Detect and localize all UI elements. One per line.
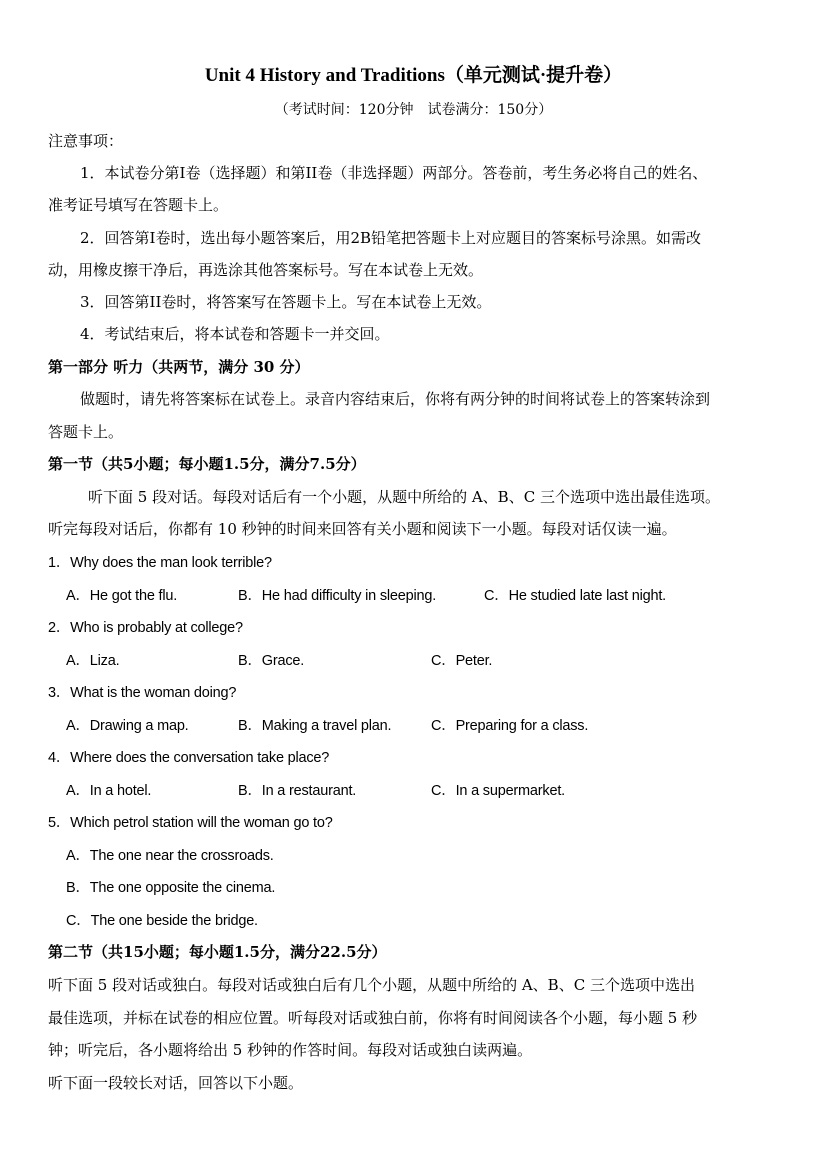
section2-intro-line-1: 听下面 5 段对话或独白。每段对话或独白后有几个小题，从题中所给的 A、B、C 三个选项中选出 bbox=[48, 976, 695, 994]
section2-intro-line-2: 最佳选项，并标在试卷的相应位置。听每段对话或独白前，你将有时间阅读各个小题，每小题 5 秒 bbox=[48, 1009, 698, 1027]
question-3-option-a[interactable]: A．Drawing a map. bbox=[66, 718, 189, 734]
question-5-stem: 5．Which petrol station will the woman go to? bbox=[48, 815, 333, 831]
page-title: Unit 4 History and Traditions（单元测试·提升卷） bbox=[204, 65, 623, 86]
question-2-option-c[interactable]: C．Peter. bbox=[431, 653, 493, 669]
exam-info: （考试时间：120分钟 试卷满分：150分） bbox=[274, 102, 553, 118]
question-5-option-b[interactable]: B．The one opposite the cinema. bbox=[66, 880, 276, 896]
note-item-1-line-2: 准考证号填写在答题卡上。 bbox=[48, 196, 229, 214]
section2-heading: 第二节（共15小题；每小题1.5分，满分22.5分） bbox=[48, 943, 387, 961]
question-2-option-b[interactable]: B．Grace. bbox=[238, 653, 305, 669]
question-3-option-c[interactable]: C．Preparing for a class. bbox=[431, 718, 589, 734]
section1-intro-line-1: 听下面 5 段对话。每段对话后有一个小题，从题中所给的 A、B、C 三个选项中选出最佳选项。 bbox=[88, 488, 720, 506]
note-item-2-line-2: 动，用橡皮擦干净后，再选涂其他答案标号。写在本试卷上无效。 bbox=[48, 261, 484, 279]
question-3-option-b[interactable]: B．Making a travel plan. bbox=[238, 718, 392, 734]
section1-intro-line-2: 听完每段对话后，你都有 10 秒钟的时间来回答有关小题和阅读下一小题。每段对话仅读一遍。 bbox=[48, 520, 677, 538]
question-3-stem: 3．What is the woman doing? bbox=[48, 685, 237, 701]
note-item-3: 3．回答第II卷时，将答案写在答题卡上。写在本试卷上无效。 bbox=[80, 293, 492, 311]
note-item-4: 4．考试结束后，将本试卷和答题卡一并交回。 bbox=[80, 325, 390, 343]
section2-intro-line-3: 钟；听完后，各小题将给出 5 秒钟的作答时间。每段对话或独白读两遍。 bbox=[48, 1041, 533, 1059]
question-1-option-a[interactable]: A．He got the flu. bbox=[66, 588, 178, 604]
question-5-option-a[interactable]: A．The one near the crossroads. bbox=[66, 848, 274, 864]
part1-heading: 第一部分 听力（共两节，满分 30 分） bbox=[48, 358, 310, 376]
question-4-option-b[interactable]: B．In a restaurant. bbox=[238, 783, 357, 799]
question-1-option-c[interactable]: C．He studied late last night. bbox=[484, 588, 666, 604]
note-item-1-line-1: 1．本试卷分第I卷（选择题）和第II卷（非选择题）两部分。答卷前，考生务必将自己的姓名、 bbox=[80, 164, 708, 182]
section1-heading: 第一节（共5小题；每小题1.5分，满分7.5分） bbox=[48, 455, 366, 473]
question-5-option-c[interactable]: C．The one beside the bridge. bbox=[66, 913, 258, 929]
question-2-stem: 2．Who is probably at college? bbox=[48, 620, 243, 636]
part1-intro-line-1: 做题时，请先将答案标在试卷上。录音内容结束后，你将有两分钟的时间将试卷上的答案转涂到 bbox=[80, 390, 711, 408]
section2-instruction: 听下面一段较长对话，回答以下小题。 bbox=[48, 1074, 304, 1092]
question-1-option-b[interactable]: B．He had difficulty in sleeping. bbox=[238, 588, 437, 604]
question-1-stem: 1．Why does the man look terrible? bbox=[48, 555, 272, 571]
question-4-option-a[interactable]: A．In a hotel. bbox=[66, 783, 152, 799]
note-item-2-line-1: 2．回答第I卷时，选出每小题答案后，用2B铅笔把答题卡上对应题目的答案标号涂黑。如需改 bbox=[80, 229, 702, 247]
notes-heading: 注意事项： bbox=[48, 132, 124, 150]
part1-intro-line-2: 答题卡上。 bbox=[48, 423, 124, 441]
question-2-option-a[interactable]: A．Liza. bbox=[66, 653, 120, 669]
question-4-option-c[interactable]: C．In a supermarket. bbox=[431, 783, 565, 799]
question-4-stem: 4．Where does the conversation take place? bbox=[48, 750, 330, 766]
